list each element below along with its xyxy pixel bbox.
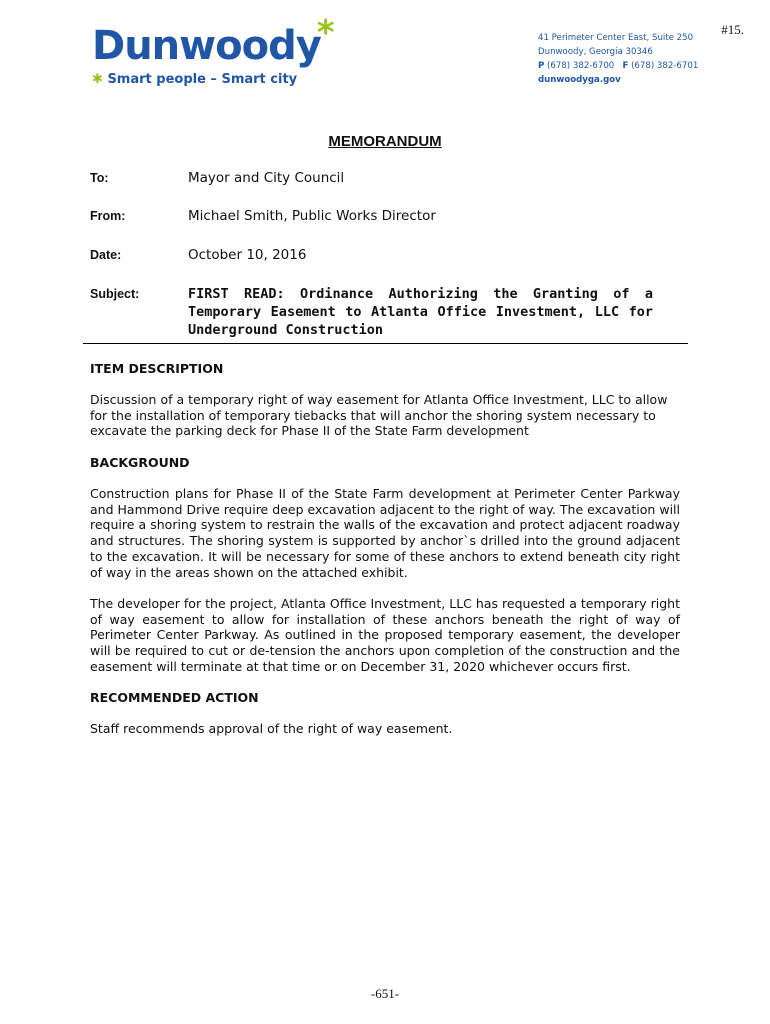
logo-tagline: ✱ Smart people – Smart city bbox=[92, 72, 298, 87]
background-paragraph-1: Construction plans for Phase II of the State Farm development at Perimeter Center Parkway and Hammond Drive require deep excavation adjacent to the right of way. The excavation will require a shoring system to restrain the walls of the excavation and protect adjacent roadway and structures. The shoring system is supported by anchor`s drilled into the ground adjacent to the excavation. It will be necessary for some of these anchors to extend beneath city right of way in the areas shown on the attached exhibit. bbox=[90, 486, 680, 580]
address-line-1: 41 Perimeter Center East, Suite 250 bbox=[538, 33, 694, 43]
recommended-action-heading: RECOMMENDED ACTION bbox=[90, 690, 259, 705]
memo-title: MEMORANDUM bbox=[328, 133, 442, 150]
from-label: From: bbox=[90, 209, 126, 223]
recommended-action-text: Staff recommends approval of the right of way easement. bbox=[90, 721, 453, 736]
letterhead-address bbox=[538, 31, 698, 87]
to-label: To: bbox=[90, 171, 109, 185]
background-heading: BACKGROUND bbox=[90, 455, 190, 470]
date-label: Date: bbox=[90, 248, 122, 262]
website-link[interactable]: dunwoodyga.gov bbox=[538, 75, 621, 85]
divider bbox=[83, 343, 688, 344]
star-icon: ✱ bbox=[92, 72, 103, 87]
asterisk-icon: * bbox=[316, 13, 334, 53]
from-value: Michael Smith, Public Works Director bbox=[188, 208, 436, 224]
to-value: Mayor and City Council bbox=[188, 170, 345, 186]
address-line-2: Dunwoody, Georgia 30346 bbox=[538, 47, 653, 57]
page-number: -651- bbox=[370, 986, 400, 1001]
phone-fax-line: P (678) 382-6700 F (678) 382-6701 bbox=[538, 61, 699, 71]
date-value: October 10, 2016 bbox=[188, 247, 307, 263]
item-description-heading: ITEM DESCRIPTION bbox=[90, 361, 224, 376]
subject-value: FIRST READ: Ordinance Authorizing the Granting of a Temporary Easement to Atlanta Office Investment, LLC for Underground Construction bbox=[188, 286, 653, 338]
item-number: #15. bbox=[721, 22, 744, 37]
subject-label: Subject: bbox=[90, 287, 140, 301]
logo-wordmark: Dunwoody* bbox=[92, 13, 334, 69]
background-paragraph-2: The developer for the project, Atlanta Office Investment, LLC has requested a temporary right of way easement to allow for installation of these anchors beneath the right of way of Perimeter Center Parkway. As outlined in the proposed temporary easement, the developer will be required to cut or de-tension the anchors upon completion of the construction and the easement will terminate at that time or on December 31, 2020 whichever occurs first. bbox=[90, 596, 680, 674]
item-description-text: Discussion of a temporary right of way easement for Atlanta Office Investment, LLC to allow for the installation of temporary tiebacks that will anchor the shoring system necessary to excavate the parking deck for Phase II of the State Farm development bbox=[90, 392, 668, 439]
